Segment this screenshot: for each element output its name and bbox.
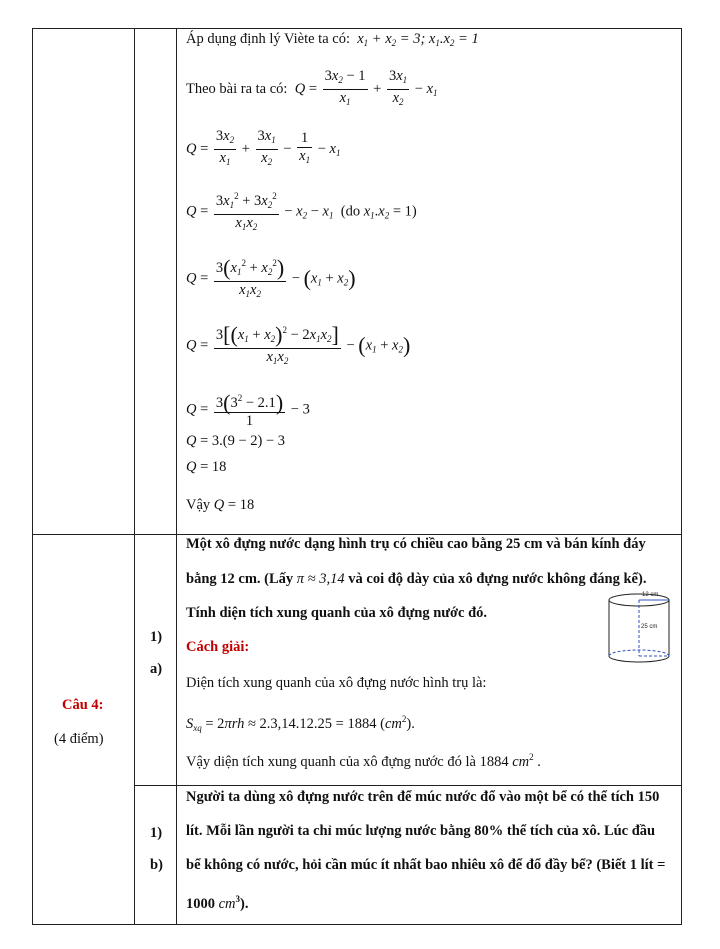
- part-1a-statement-line3: Tính diện tích xung quanh của xô đựng nước đó.: [186, 605, 488, 621]
- equation-step-4: Q = $\frac{3[(x_1 + x_2)^2 - 2x_1x_2]}{x_1x_2}$ − $(x_1 + x_2)$: [186, 322, 411, 366]
- row-divider-parts: [134, 785, 681, 786]
- part-1b-line2: lít. Mỗi lần người ta chỉ múc lượng nước bằng 80% thể tích của xô. Lúc đầu: [186, 823, 656, 839]
- solution-conclusion: Vậy diện tích xung quanh của xô đựng nước đó là 1884 $cm^2$ .: [186, 752, 541, 770]
- section1-conclusion: Vậy Q = 18: [186, 497, 255, 513]
- equation-step-2: Q = $\frac{3x_1^2 + 3x_2^2}{x_1x_2}$ − $x_2 - x_1$ (do $x_1.x_2 = 1$): [186, 188, 417, 236]
- part-1a-letter: a): [150, 661, 163, 677]
- part-1a-number: 1): [150, 629, 163, 645]
- equation-step-5: Q = $\frac{3(3^2 - 2.1)}{1}$ − 3: [186, 390, 310, 429]
- part-1b-letter: b): [150, 857, 163, 873]
- equation-step-1: Q = $\frac{3x_2}{x_1}$ + $\frac{3x_1}{x_2}$ − $\frac{1}{x_1}$ − $x_1$: [186, 128, 341, 167]
- part-1b-number: 1): [150, 825, 163, 841]
- question-label: Câu 4:: [62, 697, 104, 713]
- cylinder-figure: [604, 588, 674, 668]
- column-divider-2: [176, 29, 177, 924]
- equation-step-6: Q = 3.(9 − 2) − 3: [186, 433, 286, 449]
- part-1a-statement-line1: Một xô đựng nước dạng hình trụ có chiều cao bằng 25 cm và bán kính đáy: [186, 536, 646, 552]
- figure-radius-label: 12 cm: [642, 592, 659, 598]
- part-1b-line3: bể không có nước, hỏi cần múc ít nhất bao nhiêu xô để đổ đầy bể? (Biết 1 lít =: [186, 857, 666, 873]
- column-divider-1: [134, 29, 135, 924]
- solution-formula: $S_{xq} = 2\pi rh \approx 2.3,14.12.25 = 1884$ $(cm^2)$.: [186, 714, 415, 733]
- solution-heading: Cách giải:: [186, 639, 250, 655]
- q-definition: Theo bài ra ta có: Q = $\frac{3x_2 - 1}{x_1}$ + $\frac{3x_1}{x_2}$ − $x_1$: [186, 68, 438, 107]
- equation-step-3: Q = $\frac{3(x_1^2 + x_2^2)}{x_1x_2}$ − $(x_1 + x_2)$: [186, 255, 356, 299]
- part-1a-statement-line2: bằng 12 cm. (Lấy π ≈ 3,14 và coi độ dày của xô đựng nước không đáng kể).: [186, 571, 647, 587]
- solution-line1: Diện tích xung quanh của xô đựng nước hình trụ là:: [186, 675, 487, 691]
- equation-step-7: Q = 18: [186, 459, 227, 475]
- question-points: (4 điểm): [54, 731, 104, 747]
- part-1b-line4: 1000 $cm^3$).: [186, 894, 249, 912]
- part-1b-line1: Người ta dùng xô đựng nước trên để múc nước đổ vào một bể có thể tích 150: [186, 789, 660, 805]
- figure-height-label: 25 cm: [641, 624, 658, 630]
- viete-line: Áp dụng định lý Viète ta có: $x_1 + x_2 = 3$; $x_1.x_2 = 1$: [186, 31, 479, 48]
